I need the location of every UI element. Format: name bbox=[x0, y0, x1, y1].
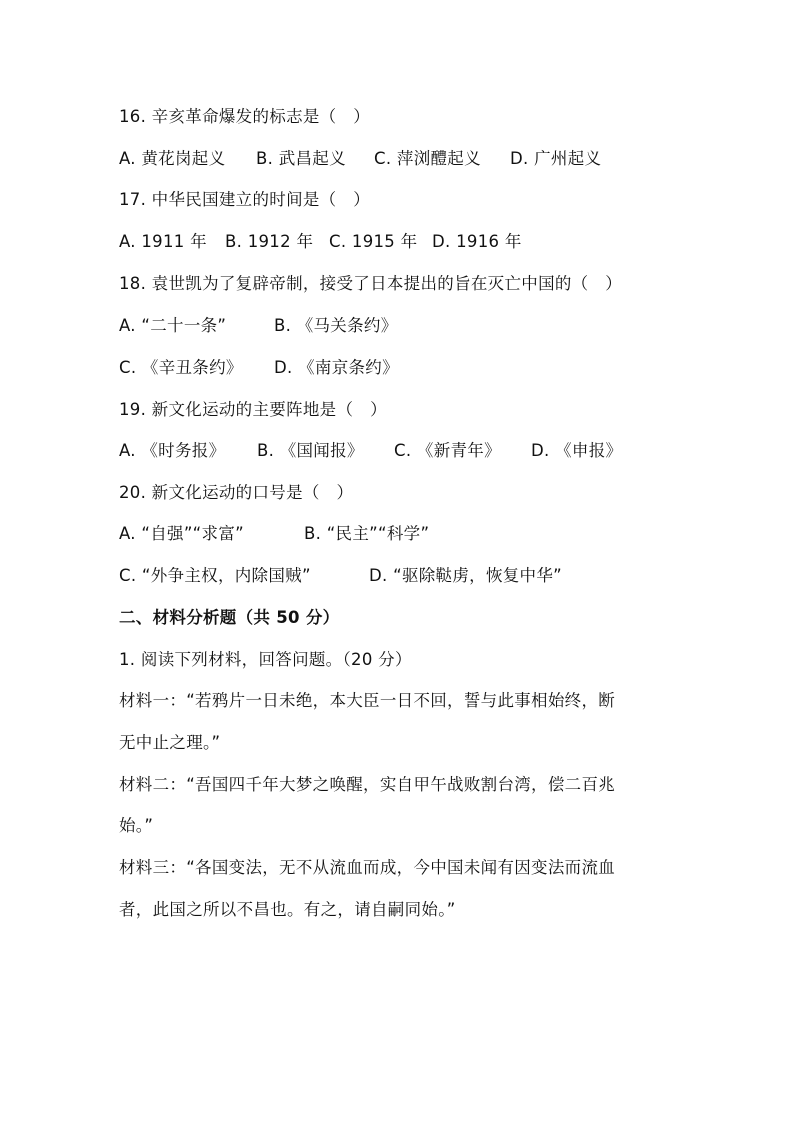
q20-option-d: D. “驱除鞑虏，恢复中华” bbox=[369, 566, 562, 585]
q17-option-c: C. 1915 年 bbox=[329, 232, 418, 251]
q20-option-b: B. “民主”“科学” bbox=[304, 524, 430, 543]
question-19-options bbox=[119, 440, 622, 462]
material-1-line-1: 材料一：“若鸦片一日未绝，本大臣一日不回，誓与此事相始终，断 bbox=[119, 691, 616, 710]
material-2-line-2: 始。” bbox=[119, 816, 154, 835]
question-18-options-row2 bbox=[119, 357, 399, 379]
q19-option-d: D. 《申报》 bbox=[531, 441, 623, 460]
q16-option-c: C. 萍浏醴起义 bbox=[374, 149, 481, 168]
q20-option-a: A. “自强”“求富” bbox=[119, 524, 244, 543]
q16-option-b: B. 武昌起义 bbox=[256, 149, 346, 168]
q16-option-a: A. 黄花岗起义 bbox=[119, 149, 226, 168]
question-18-stem: 18. 袁世凯为了复辟帝制，接受了日本提出的旨在灭亡中国的（ ） bbox=[119, 274, 623, 293]
q20-option-c: C. “外争主权，内除国贼” bbox=[119, 566, 311, 585]
question-20-options-row2 bbox=[119, 565, 562, 587]
material-2-line-1: 材料二：“吾国四千年大梦之唤醒，实自甲午战败割台湾，偿二百兆 bbox=[119, 775, 616, 794]
material-question-1-stem: 1. 阅读下列材料，回答问题。（20 分） bbox=[119, 650, 412, 669]
material-3-line-2: 者，此国之所以不昌也。有之，请自嗣同始。” bbox=[119, 900, 456, 919]
question-20-stem: 20. 新文化运动的口号是（ ） bbox=[119, 483, 354, 502]
question-16-options bbox=[119, 148, 601, 170]
q17-option-b: B. 1912 年 bbox=[225, 232, 314, 251]
q17-option-a: A. 1911 年 bbox=[119, 232, 207, 251]
question-17-stem: 17. 中华民国建立的时间是（ ） bbox=[119, 190, 371, 209]
q18-option-d: D. 《南京条约》 bbox=[274, 358, 399, 377]
q19-option-c: C. 《新青年》 bbox=[394, 441, 501, 460]
question-19-stem: 19. 新文化运动的主要阵地是（ ） bbox=[119, 400, 387, 419]
q19-option-a: A. 《时务报》 bbox=[119, 441, 226, 460]
q17-option-d: D. 1916 年 bbox=[432, 232, 522, 251]
q18-option-a: A. “二十一条” bbox=[119, 316, 227, 335]
question-20-options-row1 bbox=[119, 523, 429, 545]
question-18-options-row1 bbox=[119, 315, 398, 337]
material-3-line-1: 材料三：“各国变法，无不从流血而成，今中国未闻有因变法而流血 bbox=[119, 858, 616, 877]
q19-option-b: B. 《国闻报》 bbox=[257, 441, 364, 460]
question-17-options bbox=[119, 231, 522, 253]
q18-option-c: C. 《辛丑条约》 bbox=[119, 358, 243, 377]
q16-option-d: D. 广州起义 bbox=[510, 149, 602, 168]
material-1-line-2: 无中止之理。” bbox=[119, 733, 221, 752]
section-2-title: 二、材料分析题（共 50 分） bbox=[119, 608, 340, 627]
q18-option-b: B. 《马关条约》 bbox=[274, 316, 398, 335]
question-16-stem: 16. 辛亥革命爆发的标志是（ ） bbox=[119, 107, 371, 126]
